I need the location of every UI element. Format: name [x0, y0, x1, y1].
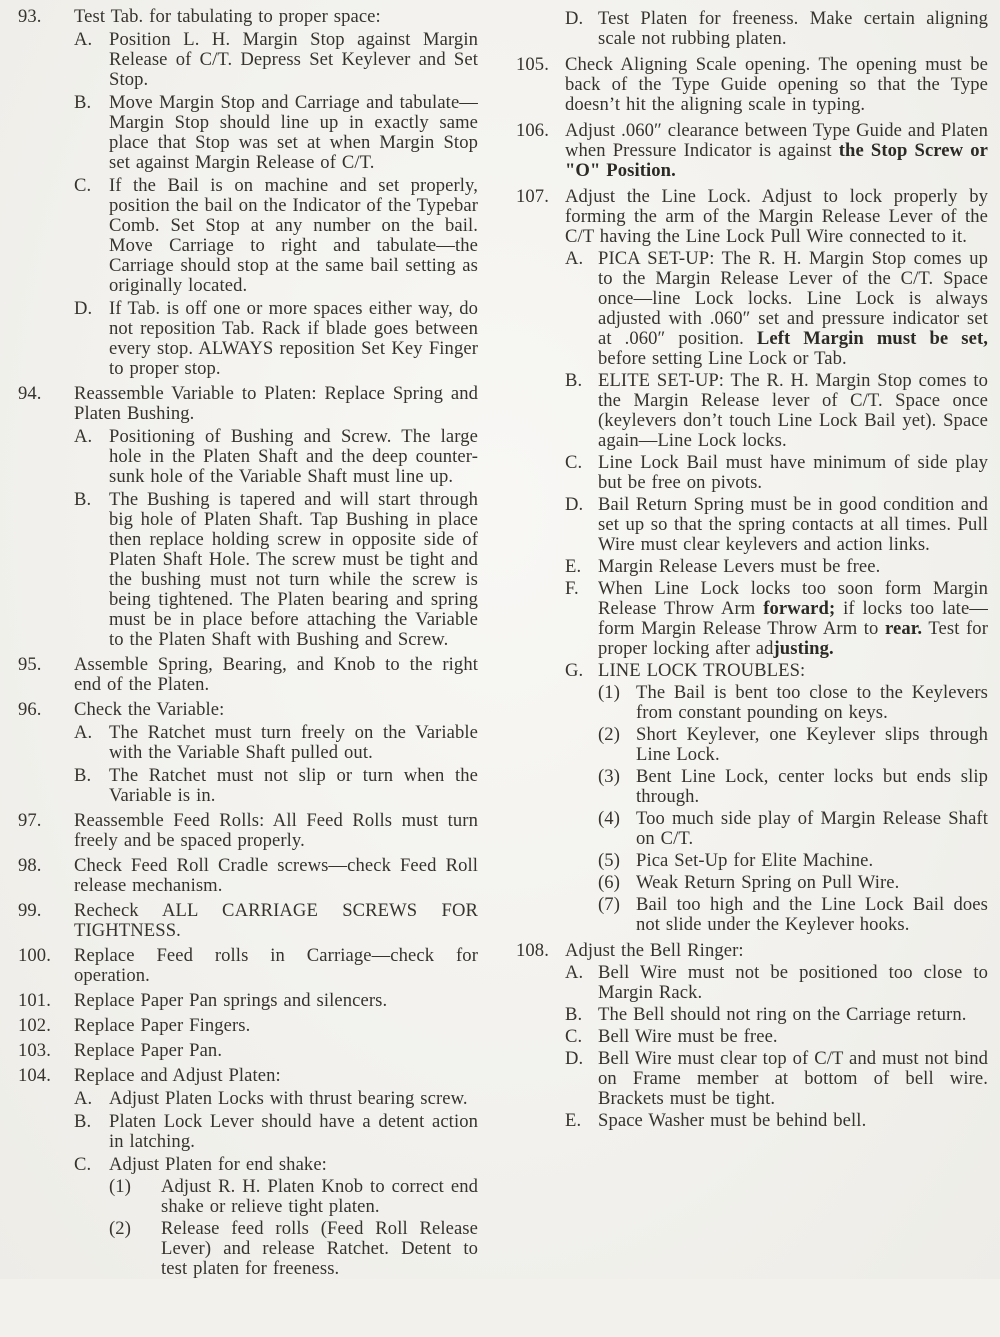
item-number: 108. — [516, 940, 549, 961]
clause-label: (5) — [598, 850, 620, 871]
sub-item-label: B. — [565, 1004, 583, 1025]
sub-item-label: D. — [565, 494, 584, 515]
sub-item-label: B. — [74, 92, 92, 113]
item-number: 93. — [18, 6, 42, 27]
instruction-item — [18, 7, 478, 379]
item-number — [516, 7, 565, 49]
sub-item-label: A. — [565, 248, 584, 269]
item-number: 97. — [18, 810, 42, 831]
sub-item — [565, 371, 988, 451]
left-column — [18, 7, 478, 1279]
clause-label: (1) — [598, 682, 620, 703]
right-column — [516, 7, 988, 1279]
text-run: When Line Lock locks too soon form Margin Release Throw Arm — [598, 578, 988, 619]
item-body — [109, 299, 478, 379]
sub-item-text — [598, 249, 988, 369]
item-body — [598, 579, 988, 659]
text-run: The Bail is bent too close to the Keylevers from constant pounding on keys. — [636, 682, 988, 723]
item-body — [109, 427, 478, 487]
text-run: Reassemble Variable to Platen: Replace Spring and Platen Bushing. — [74, 383, 478, 424]
sub-item-text — [598, 9, 988, 49]
sub-item-label: G. — [565, 660, 584, 681]
text-run: PICA SET-UP: The R. H. Margin Stop comes up to the Margin Release Lever of the C/T. Space once—line Lock locks. Line Lock is always adjusted with .060″ set and pressure indicator set at .060″ position. — [598, 248, 988, 349]
item-number: 96. — [18, 699, 42, 720]
text-run: Pica Set-Up for Elite Machine. — [636, 850, 874, 871]
instruction-item — [18, 1016, 478, 1036]
item-body — [565, 941, 988, 1131]
sub-item-text — [598, 963, 988, 1003]
sub-item-text — [598, 579, 988, 659]
item-body — [598, 963, 988, 1003]
sub-item — [74, 30, 478, 90]
sub-item-label: A. — [74, 426, 93, 447]
item-body — [109, 176, 478, 296]
item-body — [598, 495, 988, 555]
item-body — [74, 1066, 478, 1279]
item-body — [109, 490, 478, 650]
text-run: The Bell should not ring on the Carriage return. — [598, 1004, 967, 1025]
text-run: Margin Release Levers must be free. — [598, 556, 881, 577]
clause-item — [598, 851, 988, 871]
item-number: 101. — [18, 990, 51, 1011]
instruction-item — [18, 1041, 478, 1061]
sub-item-text — [109, 93, 478, 173]
item-number: 102. — [18, 1015, 51, 1036]
sub-item-label: B. — [74, 489, 92, 510]
sub-item-text — [598, 453, 988, 493]
instruction-item — [18, 1066, 478, 1279]
sub-item-text — [636, 873, 988, 893]
text-run: Adjust R. H. Platen Knob to correct end shake or relieve tight platen. — [161, 1176, 478, 1217]
text-run: before setting Line Lock or Tab. — [598, 348, 847, 369]
item-body — [598, 661, 988, 935]
text-run: Release feed rolls (Feed Roll Release Lever) and release Ratchet. Detent to test platen for freeness. — [161, 1218, 478, 1279]
item-text — [74, 856, 478, 896]
item-text — [74, 901, 478, 941]
text-run: Check Aligning Scale opening. The opening must be back of the Type Guide opening so that the Type doesn’t hit the aligning scale in typing. — [565, 54, 988, 115]
item-body — [74, 700, 478, 806]
bold-text-run: the Stop Screw or "O" Position. — [565, 140, 988, 181]
instruction-item — [516, 55, 988, 115]
item-number: 98. — [18, 855, 42, 876]
sub-item — [74, 427, 478, 487]
item-body — [74, 1016, 478, 1036]
item-body — [109, 766, 478, 806]
sub-item-label: D. — [565, 1048, 584, 1069]
item-text — [74, 384, 478, 424]
sub-item-label: B. — [74, 1111, 92, 1132]
item-body — [565, 187, 988, 935]
text-run: The Ratchet must not slip or turn when the Variable is in. — [109, 765, 478, 806]
sub-item — [565, 661, 988, 935]
text-run: Adjust .060″ clearance between Type Guide and Platen when Pressure Indicator is against — [565, 120, 988, 161]
clause-item — [109, 1219, 478, 1279]
sub-item-text — [161, 1177, 478, 1217]
item-number: 95. — [18, 654, 42, 675]
item-body — [109, 1155, 478, 1279]
text-run: Adjust Platen for end shake: — [109, 1154, 327, 1175]
item-body — [109, 1112, 478, 1152]
sub-item — [565, 495, 988, 555]
item-body — [636, 895, 988, 935]
text-run: Bell Wire must be free. — [598, 1026, 778, 1047]
instruction-item — [18, 946, 478, 986]
sub-item — [74, 93, 478, 173]
sub-item-text — [598, 1027, 988, 1047]
text-run: ELITE SET-UP: The R. H. Margin Stop comes to the Margin Release lever of C/T. Space once (keylevers don’t touch Line Lock Bail yet). Space again—Line Lock locks. — [598, 370, 988, 451]
instruction-item — [18, 991, 478, 1011]
text-run: Weak Return Spring on Pull Wire. — [636, 872, 900, 893]
text-run: Platen Lock Lever should have a detent action in latching. — [109, 1111, 478, 1152]
item-text — [74, 1016, 478, 1036]
sub-item — [565, 963, 988, 1003]
sub-item-label: C. — [74, 1154, 92, 1175]
sub-item — [74, 490, 478, 650]
text-run: Line Lock Bail must have minimum of side play but be free on pivots. — [598, 452, 988, 493]
item-body — [636, 873, 988, 893]
sub-item-text — [636, 683, 988, 723]
item-body — [598, 371, 988, 451]
item-body — [109, 723, 478, 763]
item-text — [74, 1041, 478, 1061]
sub-item — [565, 453, 988, 493]
item-text — [74, 7, 478, 27]
item-body — [74, 811, 478, 851]
item-body — [636, 767, 988, 807]
sub-item — [565, 1111, 988, 1131]
sub-item-label: D. — [74, 298, 93, 319]
item-body — [74, 1041, 478, 1061]
item-text — [565, 187, 988, 247]
clause-item — [598, 809, 988, 849]
item-text — [74, 946, 478, 986]
text-run: Replace Paper Pan. — [74, 1040, 223, 1061]
sub-item-text — [598, 661, 988, 681]
item-text — [74, 700, 478, 720]
sub-item-label: C. — [74, 175, 92, 196]
item-body — [74, 856, 478, 896]
clause-item — [598, 895, 988, 935]
sub-item — [565, 557, 988, 577]
clause-label: (6) — [598, 872, 620, 893]
instruction-item — [18, 700, 478, 806]
instruction-item — [516, 941, 988, 1131]
item-number: 103. — [18, 1040, 51, 1061]
item-body — [565, 7, 988, 49]
clause-item — [598, 725, 988, 765]
sub-item-text — [636, 725, 988, 765]
text-run: Too much side play of Margin Release Shaft on C/T. — [636, 808, 988, 849]
text-run: Adjust Platen Locks with thrust bearing screw. — [109, 1088, 468, 1109]
sub-item-text — [598, 495, 988, 555]
text-run: Position L. H. Margin Stop against Margin Release of C/T. Depress Set Keylever and Set Stop. — [109, 29, 478, 90]
sub-item-text — [636, 767, 988, 807]
item-body — [74, 655, 478, 695]
item-body — [74, 946, 478, 986]
item-body — [565, 121, 988, 181]
text-run: If Tab. is off one or more spaces either way, do not reposition Tab. Rack if blade goes between every stop. ALWAYS reposition Set Key Finger to proper stop. — [109, 298, 478, 379]
sub-item-label: B. — [74, 765, 92, 786]
text-run: Assemble Spring, Bearing, and Knob to the right end of the Platen. — [74, 654, 478, 695]
sub-item — [74, 723, 478, 763]
clause-label: (7) — [598, 894, 620, 915]
sub-item-text — [109, 30, 478, 90]
instruction-item — [18, 811, 478, 851]
text-run: Test Platen for freeness. Make certain aligning scale not rubbing platen. — [598, 8, 988, 49]
sub-item — [565, 249, 988, 369]
bold-text-run: justing. — [773, 638, 834, 659]
clause-item — [598, 683, 988, 723]
text-run: The Ratchet must turn freely on the Variable with the Variable Shaft pulled out. — [109, 722, 478, 763]
item-text — [74, 811, 478, 851]
sub-item-text — [598, 371, 988, 451]
instruction-item — [516, 187, 988, 935]
clause-item — [598, 873, 988, 893]
text-run: Bail Return Spring must be in good condition and set up so that the spring contacts at all times. Pull Wire must clear keylevers and action links. — [598, 494, 988, 555]
item-body — [636, 683, 988, 723]
item-number: 94. — [18, 383, 42, 404]
sub-item-label: A. — [565, 962, 584, 983]
sub-item-text — [109, 1112, 478, 1152]
text-run: Check the Variable: — [74, 699, 225, 720]
sub-item-label: C. — [565, 452, 583, 473]
item-body — [565, 55, 988, 115]
item-body — [636, 851, 988, 871]
text-run: Reassemble Feed Rolls: All Feed Rolls must turn freely and be spaced properly. — [74, 810, 478, 851]
item-body — [74, 384, 478, 650]
sub-item — [74, 1089, 478, 1109]
item-number: 99. — [18, 900, 42, 921]
text-run: Bell Wire must not be positioned too close to Margin Rack. — [598, 962, 988, 1003]
text-run: Recheck ALL CARRIAGE SCREWS FOR TIGHTNESS. — [74, 900, 478, 941]
item-body — [109, 30, 478, 90]
text-run: Move Margin Stop and Carriage and tabulate—Margin Stop should line up in exactly same place that Stop was set at when Margin Stop set against Margin Release of C/T. — [109, 92, 478, 173]
text-run: Bell Wire must clear top of C/T and must not bind on Frame member at bottom of bell wire. Brackets must be tight. — [598, 1048, 988, 1109]
sub-item-text — [598, 557, 988, 577]
clause-label: (3) — [598, 766, 620, 787]
bold-text-run: Left Margin must be set, — [756, 328, 988, 349]
item-text — [74, 991, 478, 1011]
item-body — [74, 901, 478, 941]
text-run: Bail too high and the Line Lock Bail does not slide under the Keylever hooks. — [636, 894, 988, 935]
sub-item-text — [109, 766, 478, 806]
item-text — [565, 121, 988, 181]
sub-item-text — [109, 427, 478, 487]
sub-item-label: F. — [565, 578, 579, 599]
sub-item-text — [598, 1111, 988, 1131]
sub-item-text — [109, 490, 478, 650]
item-body — [636, 725, 988, 765]
text-run: if locks too late—form Margin Release Throw Arm to — [598, 598, 988, 639]
sub-item — [74, 299, 478, 379]
text-run: Adjust the Line Lock. Adjust to lock properly by forming the arm of the Margin Release Lever of the C/T having the Line Lock Pull Wire connected to it. — [565, 186, 988, 247]
instruction-item — [18, 384, 478, 650]
sub-item-text — [109, 723, 478, 763]
item-body — [161, 1219, 478, 1279]
instruction-item — [18, 901, 478, 941]
sub-item — [74, 766, 478, 806]
text-run: Replace and Adjust Platen: — [74, 1065, 281, 1086]
sub-item — [565, 1027, 988, 1047]
item-body — [598, 249, 988, 369]
clause-item — [598, 767, 988, 807]
bold-text-run: rear. — [885, 618, 923, 639]
item-text — [565, 55, 988, 115]
text-run: Replace Feed rolls in Carriage—check for operation. — [74, 945, 478, 986]
item-text — [74, 1066, 478, 1086]
sub-item — [565, 1005, 988, 1025]
sub-item — [565, 579, 988, 659]
sub-item-text — [598, 1005, 988, 1025]
item-number: 105. — [516, 54, 549, 75]
sub-item-text — [109, 1089, 478, 1109]
item-body — [598, 1111, 988, 1131]
sub-item-label: A. — [74, 1088, 93, 1109]
sub-item-text — [109, 1155, 478, 1175]
instruction-item — [516, 121, 988, 181]
text-run: Replace Paper Pan springs and silencers. — [74, 990, 388, 1011]
sub-item-text — [161, 1219, 478, 1279]
text-run: The Bushing is tapered and will start through big hole of Platen Shaft. Tap Bushing in place then replace holding screw in opposite side of Platen Shaft Hole. The screw must be tight and the bushing must not turn while the screw is being tightened. The Platen bearing and spring must be in place before attaching the Variable to the Platen Shaft with Bushing and Screw. — [109, 489, 478, 650]
sub-item-text — [636, 895, 988, 935]
sub-item — [74, 176, 478, 296]
clause-label: (4) — [598, 808, 620, 829]
item-body — [598, 453, 988, 493]
sub-item — [565, 1049, 988, 1109]
item-body — [598, 1005, 988, 1025]
sub-item-label: A. — [74, 722, 93, 743]
item-number: 104. — [18, 1065, 51, 1086]
item-body — [109, 93, 478, 173]
text-run: Short Keylever, one Keylever slips through Line Lock. — [636, 724, 988, 765]
sub-item-label: C. — [565, 1026, 583, 1047]
sub-item-text — [598, 1049, 988, 1109]
item-number: 106. — [516, 120, 549, 141]
item-body — [598, 1049, 988, 1109]
text-run: Test for proper locking after ad — [598, 618, 988, 659]
sub-item — [74, 1112, 478, 1152]
sub-item-label: B. — [565, 370, 583, 391]
item-body — [74, 7, 478, 379]
text-run: Replace Paper Fingers. — [74, 1015, 251, 1036]
clause-label: (2) — [109, 1218, 131, 1239]
bold-text-run: forward; — [763, 598, 836, 619]
item-body — [74, 991, 478, 1011]
clause-label: (2) — [598, 724, 620, 745]
item-number: 107. — [516, 186, 549, 207]
sub-item-text — [636, 851, 988, 871]
text-run: Test Tab. for tabulating to proper space: — [74, 6, 381, 27]
item-body — [109, 1089, 478, 1109]
text-run: Positioning of Bushing and Screw. The large hole in the Platen Shaft and the deep counter-sunk hole of the Variable Shaft must line up. — [109, 426, 478, 487]
sub-item — [74, 1155, 478, 1279]
item-body — [161, 1177, 478, 1217]
text-run: Check Feed Roll Cradle screws—check Feed Roll release mechanism. — [74, 855, 478, 896]
text-run: Space Washer must be behind bell. — [598, 1110, 867, 1131]
item-body — [636, 809, 988, 849]
item-body — [598, 1027, 988, 1047]
sub-item-label: A. — [74, 29, 93, 50]
text-run: If the Bail is on machine and set properly, position the bail on the Indicator of the Typebar Comb. Set Stop at any number on the bail. Move Carriage to right and tabulate—the Carriage should stop at the same bail setting as originally located. — [109, 175, 478, 296]
item-body — [598, 557, 988, 577]
sub-item — [565, 9, 988, 49]
text-run: Adjust the Bell Ringer: — [565, 940, 744, 961]
sub-item-text — [109, 176, 478, 296]
item-text — [565, 941, 988, 961]
clause-item — [109, 1177, 478, 1217]
instruction-item — [18, 856, 478, 896]
sub-item-label: E. — [565, 1110, 582, 1131]
item-text — [74, 655, 478, 695]
text-run: Bent Line Lock, center locks but ends slip through. — [636, 766, 988, 807]
sub-item-label: E. — [565, 556, 582, 577]
instruction-item — [516, 7, 988, 49]
sub-item-text — [109, 299, 478, 379]
clause-label: (1) — [109, 1176, 131, 1197]
text-run: LINE LOCK TROUBLES: — [598, 660, 806, 681]
sub-item-label: D. — [565, 8, 584, 29]
sub-item-text — [636, 809, 988, 849]
instruction-item — [18, 655, 478, 695]
item-body — [598, 9, 988, 49]
item-number: 100. — [18, 945, 51, 966]
